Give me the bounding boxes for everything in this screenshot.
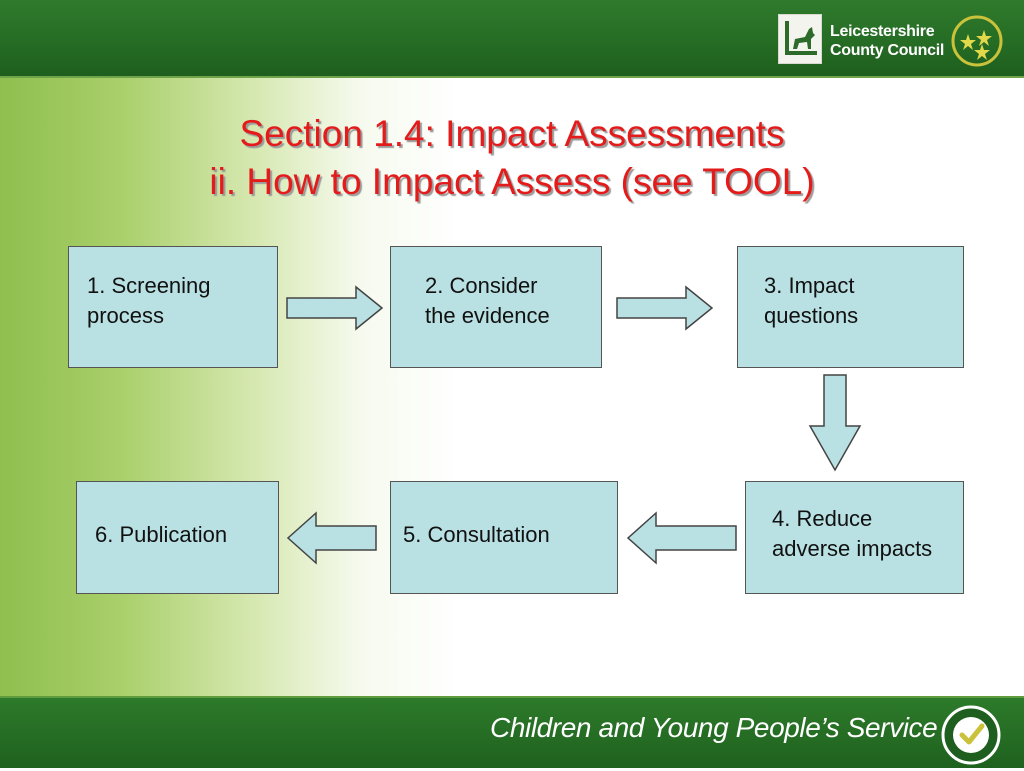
council-name-line1: Leicestershire (830, 23, 935, 40)
header-band (0, 0, 1024, 78)
slide-title (0, 110, 1024, 206)
step-label: 4. Reduce adverse impacts (772, 506, 933, 561)
rated-council-badge-icon (950, 14, 1004, 68)
step-label: 2. Consider the evidence (425, 273, 550, 328)
step-box-impact-questions (737, 246, 964, 368)
service-name: Children and Young People’s Service (490, 712, 938, 743)
step-label: 3. Impact questions (764, 273, 859, 328)
step-box-evidence (390, 246, 602, 368)
step-label: 1. Screening process (87, 273, 211, 328)
step-label: 6. Publication (95, 522, 228, 547)
title-line-1: Section 1.4: Impact Assessments (239, 113, 785, 154)
council-logo (778, 14, 1010, 68)
arrow-right-icon (616, 286, 714, 330)
fox-emblem-icon (778, 14, 822, 64)
good-to-great-badge-icon (940, 704, 1002, 766)
council-name (830, 22, 944, 60)
arrow-right-icon (286, 286, 384, 330)
step-box-consultation (390, 481, 618, 594)
step-box-reduce-impacts (745, 481, 964, 594)
arrow-left-icon (626, 512, 738, 564)
step-label: 5. Consultation (403, 522, 550, 547)
step-box-screening (68, 246, 278, 368)
council-name-line2: County Council (830, 42, 945, 59)
arrow-down-icon (808, 374, 862, 472)
arrow-left-icon (286, 512, 378, 564)
title-line-2: ii. How to Impact Assess (see TOOL) (209, 161, 815, 202)
step-box-publication (76, 481, 279, 594)
